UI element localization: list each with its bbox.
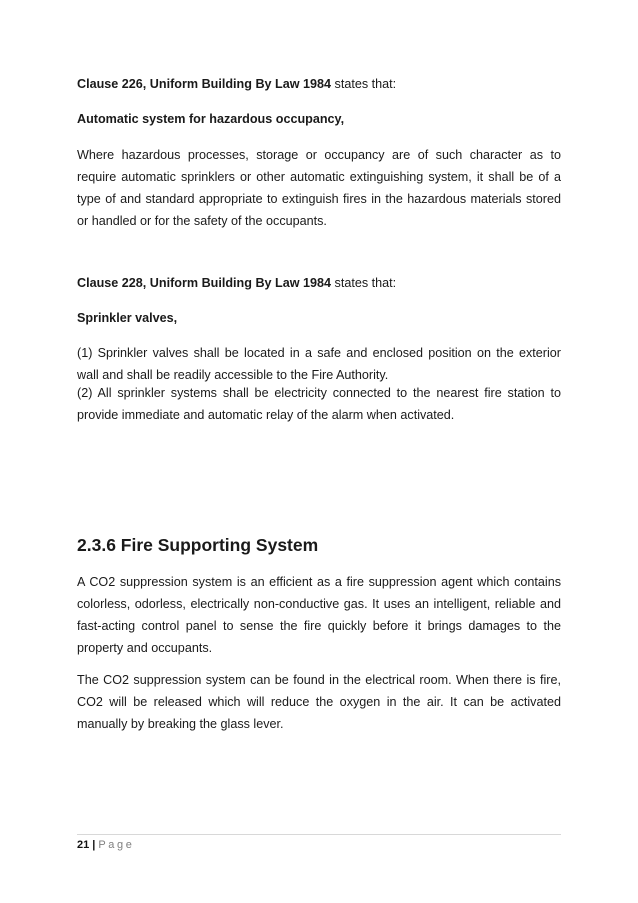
footer-divider xyxy=(77,834,561,835)
page-footer xyxy=(77,838,134,852)
clause-228-line-2: wall and shall be readily accessible to the Fire Authority. xyxy=(77,368,389,382)
clause-228-states: states that: xyxy=(331,276,397,290)
clause-228-reference: Clause 228, Uniform Building By Law 1984 xyxy=(77,276,332,290)
section-para-1-line-1: A CO2 suppression system is an efficient as a fire suppression agent which contains xyxy=(77,575,561,589)
page-number: 21 xyxy=(77,839,90,851)
section-para-2-line-3: manually by breaking the glass lever. xyxy=(77,717,284,731)
clause-228-title: Sprinkler valves, xyxy=(77,311,178,325)
clause-228-line-4: provide immediate and automatic relay of the alarm when activated. xyxy=(77,408,455,422)
footer-separator: | xyxy=(92,839,96,851)
document-page xyxy=(77,0,561,903)
page-label: Page xyxy=(98,839,135,851)
section-para-2-line-2: CO2 will be released which will reduce the oxygen in the air. It can be activated xyxy=(77,695,561,709)
section-para-1-line-3: fast-acting control panel to sense the fire quickly before it brings damages to the xyxy=(77,619,561,633)
clause-228-line-1: (1) Sprinkler valves shall be located in a safe and enclosed position on the exterior xyxy=(77,346,561,360)
clause-226-title: Automatic system for hazardous occupancy, xyxy=(77,112,345,126)
clause-226-line-2: require automatic sprinklers or other automatic extinguishing system, it shall be of a xyxy=(77,170,561,184)
clause-226-line-4: or handled or for the safety of the occupants. xyxy=(77,214,327,228)
clause-226-line-3: type of and standard appropriate to extinguish fires in the hazardous materials stored xyxy=(77,192,561,206)
section-heading: 2.3.6 Fire Supporting System xyxy=(77,535,319,555)
clause-226-states: states that: xyxy=(331,77,397,91)
section-para-1-line-2: colorless, odorless, electrically non-conductive gas. It uses an intelligent, reliable and xyxy=(77,597,561,611)
section-para-2-line-1: The CO2 suppression system can be found in the electrical room. When there is fire, xyxy=(77,673,561,687)
section-para-1-line-4: property and occupants. xyxy=(77,641,213,655)
clause-228-intro xyxy=(77,275,561,291)
clause-226-intro xyxy=(77,76,561,92)
clause-226-reference: Clause 226, Uniform Building By Law 1984 xyxy=(77,77,332,91)
clause-228-line-3: (2) All sprinkler systems shall be electricity connected to the nearest fire station to xyxy=(77,386,561,400)
clause-226-line-1: Where hazardous processes, storage or occupancy are of such character as to xyxy=(77,148,561,162)
